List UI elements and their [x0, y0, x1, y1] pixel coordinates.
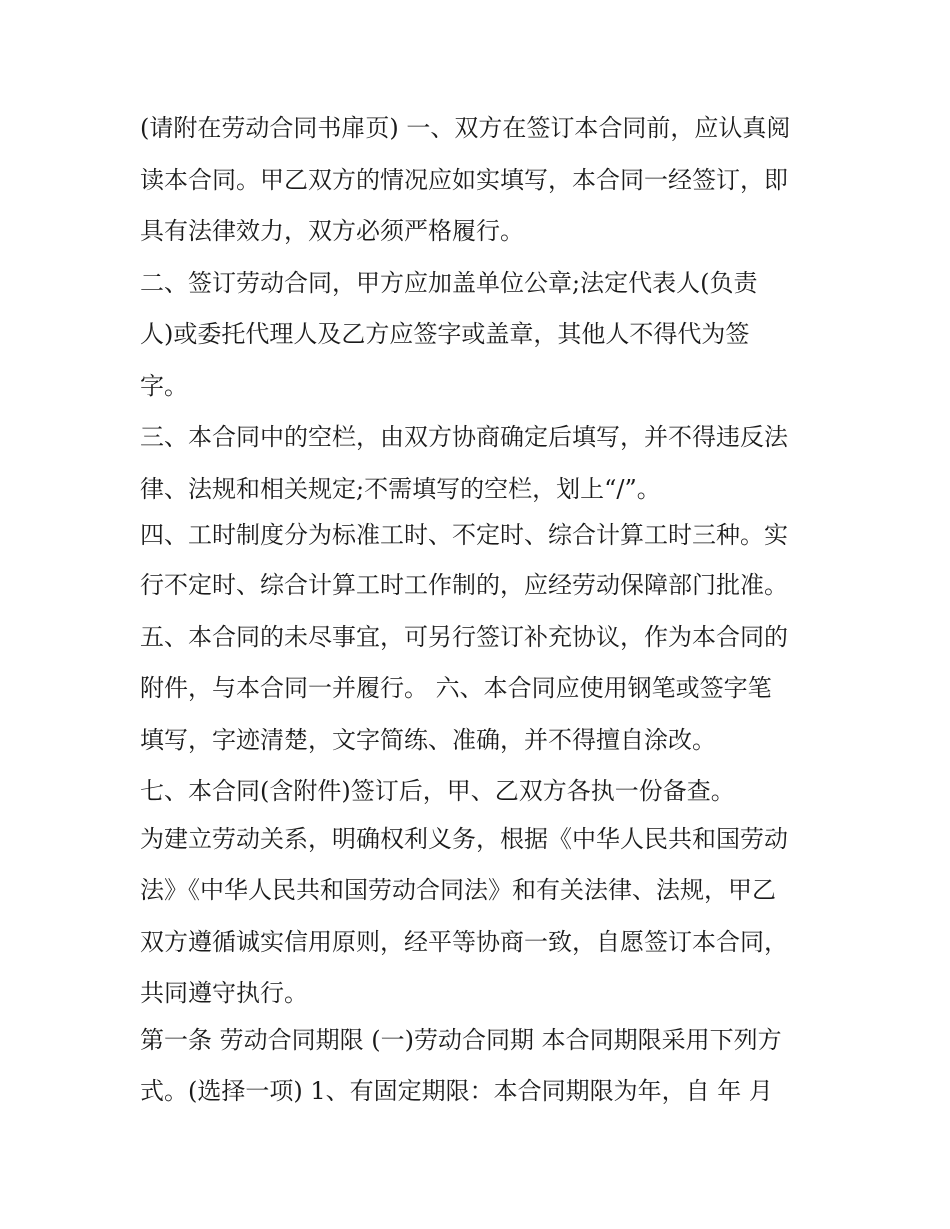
- text-line-14: 七、本合同(含附件)签订后，甲、乙双方各执一份备查。: [140, 777, 735, 805]
- text-line-20: 式。(选择一项) 1、有固定期限：本合同期限为年，自 年 月: [140, 1077, 773, 1105]
- text-line-19: 第一条 劳动合同期限 (一)劳动合同期 本合同期限采用下列方: [140, 1026, 782, 1054]
- text-line-16: 法》《中华人民共和国劳动合同法》和有关法律、法规，甲乙: [140, 876, 776, 904]
- text-line-1: (请附在劳动合同书扉页) 一、双方在签订本合同前，应认真阅: [140, 114, 791, 142]
- text-line-13: 填写，字迹清楚，文字简练、准确，并不得擅自涂改。: [140, 726, 716, 754]
- text-line-5: 人)或委托代理人及乙方应签字或盖章，其他人不得代为签: [140, 320, 750, 348]
- text-line-3: 具有法律效力，双方必须严格履行。: [140, 217, 524, 245]
- text-line-9: 四、工时制度分为标准工时、不定时、综合计算工时三种。实: [140, 521, 788, 549]
- text-line-2: 读本合同。甲乙双方的情况应如实填写，本合同一经签订，即: [140, 166, 788, 194]
- text-line-10: 行不定时、综合计算工时工作制的，应经劳动保障部门批准。: [140, 571, 788, 599]
- text-line-8: 律、法规和相关规定;不需填写的空栏，划上“/”。: [140, 475, 661, 503]
- text-line-17: 双方遵循诚实信用原则，经平等协商一致，自愿签订本合同，: [140, 928, 788, 956]
- text-line-6: 字。: [140, 372, 188, 400]
- text-line-11: 五、本合同的未尽事宜，可另行签订补充协议，作为本合同的: [140, 623, 788, 651]
- text-line-4: 二、签订劳动合同，甲方应加盖单位公章;法定代表人(负责: [140, 269, 758, 297]
- text-line-15: 为建立劳动关系，明确权利义务，根据《中华人民共和国劳动: [140, 825, 788, 853]
- text-line-12: 附件，与本合同一并履行。 六、本合同应使用钢笔或签字笔: [140, 674, 772, 702]
- text-line-7: 三、本合同中的空栏，由双方协商确定后填写，并不得违反法: [140, 423, 788, 451]
- text-line-18: 共同遵守执行。: [140, 979, 308, 1007]
